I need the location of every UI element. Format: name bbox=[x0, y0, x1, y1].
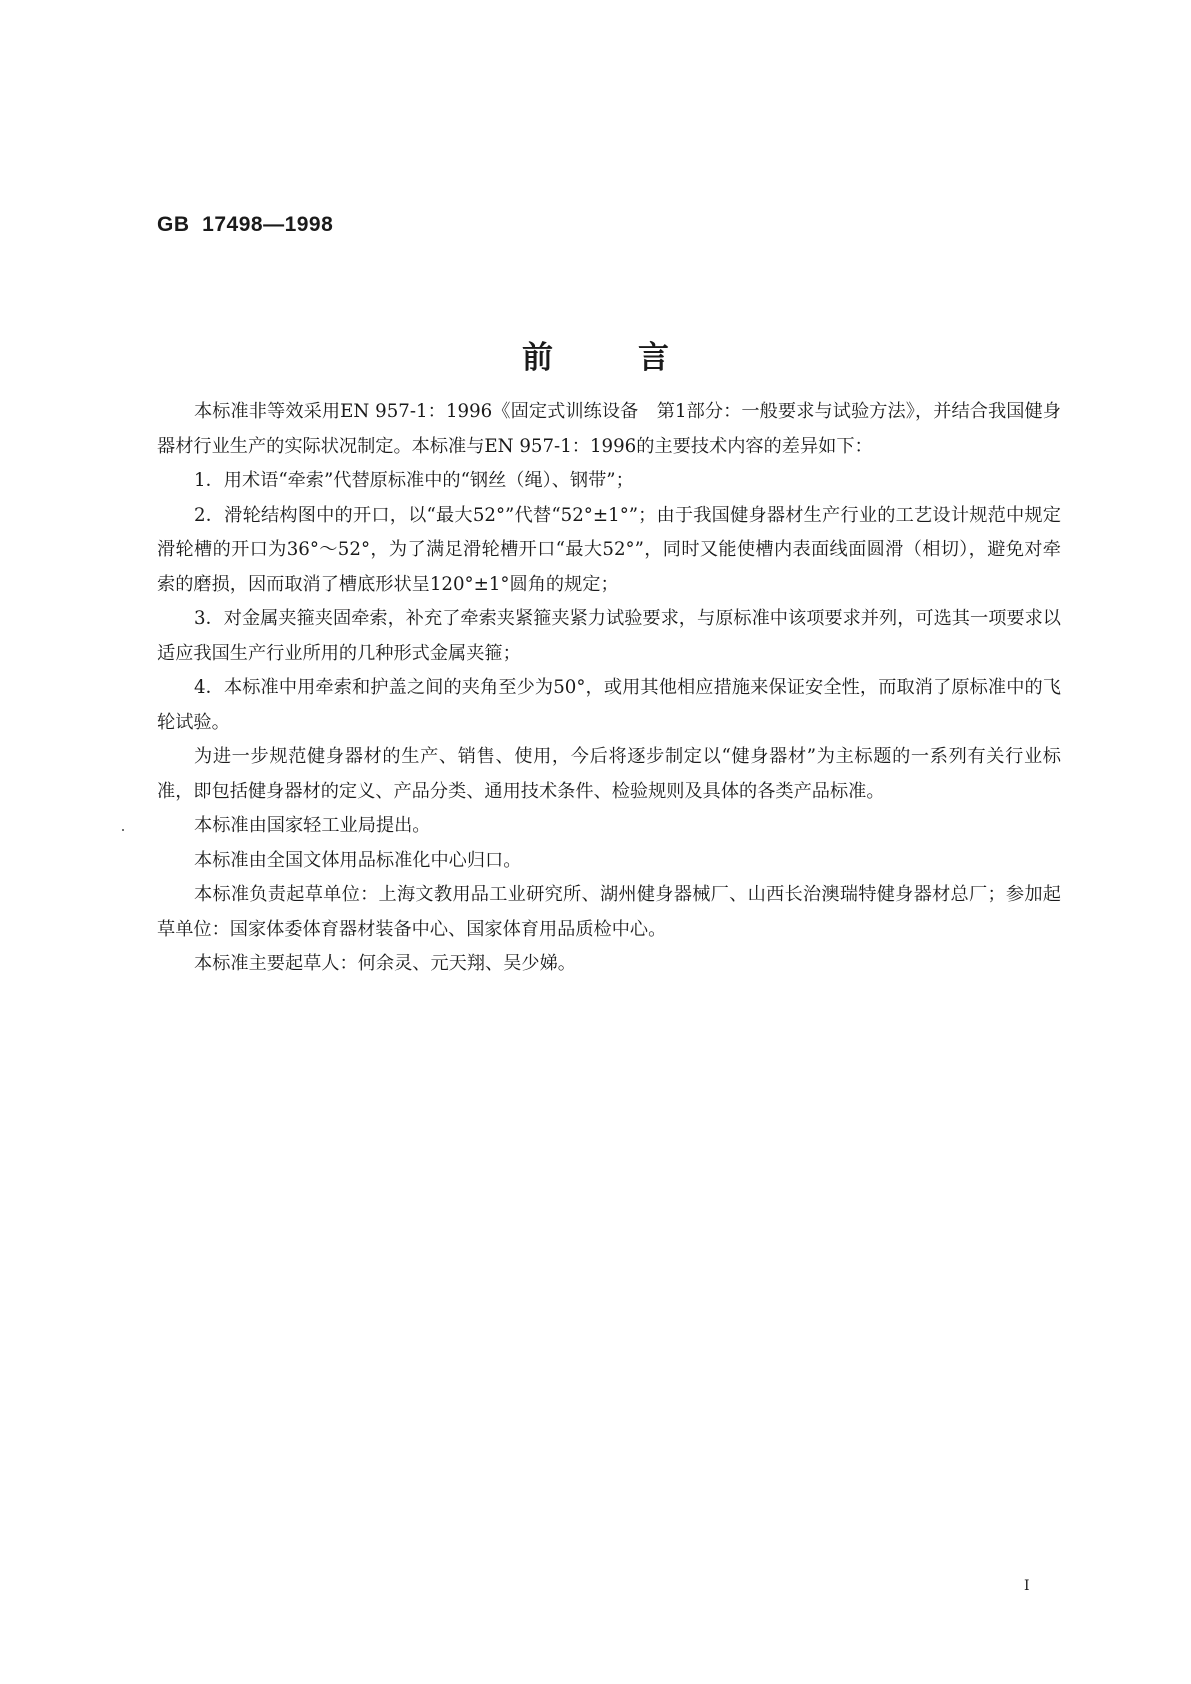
paragraph-item-2: 2．滑轮结构图中的开口，以“最大52°”代替“52°±1°”；由于我国健身器材生产行业的工艺设计规范中规定滑轮槽的开口为36°～52°，为了满足滑轮槽开口“最大52°”，同时又能使槽内表面线面圆滑（相切），避免对牵索的磨损，因而取消了槽底形状呈120°±1°圆角的规定； bbox=[157, 504, 1061, 595]
page-title: 前言 bbox=[522, 340, 754, 376]
paragraph-administrator: 本标准由全国文体用品标准化中心归口。 bbox=[194, 849, 522, 871]
scan-speck bbox=[122, 829, 124, 831]
standard-code: GB 17498—1998 bbox=[157, 213, 334, 236]
paragraph-item-4: 4．本标准中用牵索和护盖之间的夹角至少为50°，或用其他相应措施来保证安全性，而取消了原标准中的飞轮试验。 bbox=[157, 677, 1061, 733]
paragraph-item-3: 3．对金属夹箍夹固牵索，补充了牵索夹紧箍夹紧力试验要求，与原标准中该项要求并列，可选其一项要求以适应我国生产行业所用的几种形式金属夹箍； bbox=[157, 608, 1061, 664]
page-number: I bbox=[1024, 1578, 1030, 1594]
paragraph-drafters: 本标准主要起草人：何余灵、元天翔、吴少娣。 bbox=[194, 953, 576, 974]
paragraph-intro: 本标准非等效采用EN 957-1：1996《固定式训练设备 第1部分：一般要求与试验方法》，并结合我国健身器材行业生产的实际状况制定。本标准与EN 957-1：1996的主要技术内容的差异如下： bbox=[157, 401, 1061, 457]
paragraph-drafting-units: 本标准负责起草单位：上海文教用品工业研究所、湖州健身器械厂、山西长治澳瑞特健身器材总厂；参加起草单位：国家体委体育器材装备中心、国家体育用品质检中心。 bbox=[157, 884, 1061, 940]
paragraph-proposer: 本标准由国家轻工业局提出。 bbox=[194, 815, 431, 836]
paragraph-future-plans: 为进一步规范健身器材的生产、销售、使用，今后将逐步制定以“健身器材”为主标题的一系列有关行业标准，即包括健身器材的定义、产品分类、通用技术条件、检验规则及具体的各类产品标准。 bbox=[157, 746, 1061, 802]
paragraph-item-1: 1．用术语“牵索”代替原标准中的“钢丝（绳）、钢带”； bbox=[194, 470, 634, 491]
foreword-body bbox=[157, 395, 1061, 982]
